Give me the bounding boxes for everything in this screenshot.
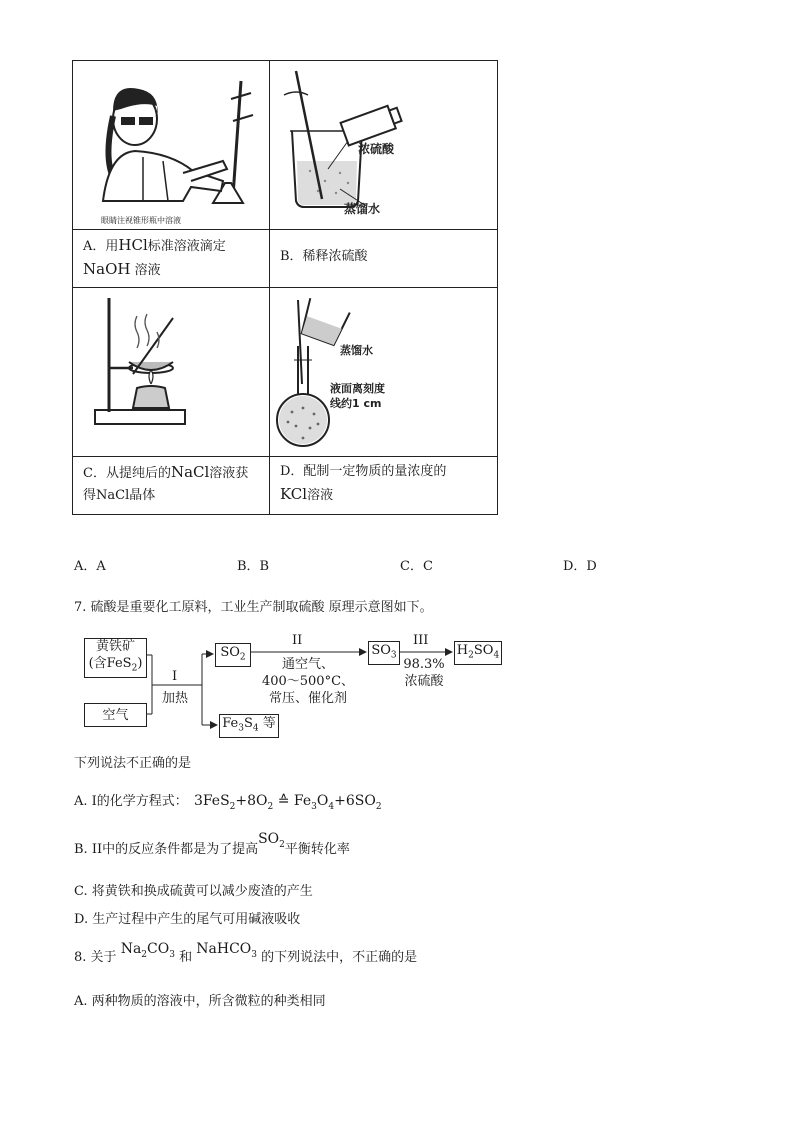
q6-option-a[interactable]: A．A: [74, 559, 106, 574]
b-label-acid: 浓硫酸: [358, 142, 395, 156]
so2-box: $SO_2$: [215, 643, 251, 667]
caption-b: B．稀释浓硫酸: [270, 230, 498, 288]
q7-option-c[interactable]: C. 将黄铁和换成硫黄可以减少废渣的产生: [74, 884, 313, 899]
so3-box: $SO_3$: [368, 641, 400, 665]
step-3-label: III: [413, 633, 429, 648]
step-1-label: I: [172, 669, 178, 684]
q7-option-a[interactable]: A. I的化学方程式： $3FeS_2+8O_2$ ≙ $Fe_3O_4+6SO_2$: [74, 793, 382, 812]
q8-chem-1: $Na_2CO_3$: [120, 941, 175, 960]
q8-stem: 8. 关于 $Na_2CO_3$ 和 NaHCO$_3$ 的下列说法中，不正确的是: [74, 941, 418, 965]
caption-a: A．用HCl标准溶液滴定 NaOH 溶液: [73, 230, 270, 288]
caption-d: D．配制一定物质的量浓度的 KCl溶液: [270, 457, 498, 515]
q6-option-d[interactable]: D．D: [563, 559, 597, 574]
caption-c: C．从提纯后的NaCl溶液获 得NaCl晶体: [73, 457, 270, 515]
q6-option-b[interactable]: B．B: [237, 559, 270, 574]
step-2-label: II: [292, 633, 303, 648]
q7-option-a-equation: $3FeS_2+8O_2$ ≙ $Fe_3O_4+6SO_2$: [193, 793, 382, 812]
q8-option-a[interactable]: A. 两种物质的溶液中，所含微粒的种类相同: [74, 994, 326, 1009]
b-label-water: 蒸馏水: [344, 202, 381, 216]
q8-chem-2: NaHCO$_3$: [196, 941, 257, 960]
q6-option-c[interactable]: C．C: [400, 559, 433, 574]
heat-label: 加热: [162, 691, 189, 706]
d-label-mark1: 液面离刻度: [330, 382, 385, 395]
d-label-mark2: 线约1 cm: [330, 397, 382, 410]
q7-stem: 7. 硫酸是重要化工原料，工业生产制取硫酸 原理示意图如下。: [74, 600, 433, 615]
step-3-conditions: 98.3% 浓硫酸: [403, 657, 445, 689]
pyrite-box: 黄铁矿 (含FeS$_2$): [84, 638, 147, 678]
q7-question: 下列说法不正确的是: [74, 756, 192, 771]
q7-option-d[interactable]: D. 生产过程中产生的尾气可用碱液吸收: [74, 912, 301, 927]
fe3s4-box: $Fe_3S_4$ 等: [219, 714, 279, 738]
d-label-water: 蒸馏水: [340, 344, 373, 357]
a-image-caption: 眼睛注视锥形瓶中溶液: [101, 216, 181, 225]
q7-option-b-chem: $SO_2$: [258, 831, 285, 850]
step-2-conditions: 通空气、 400～500°C、 常压、催化剂: [261, 657, 355, 706]
air-box: 空气: [84, 703, 147, 727]
h2so4-box: $H_2SO_4$: [454, 641, 502, 665]
q7-option-b[interactable]: B. II中的反应条件都是为了提高$SO_2$平衡转化率: [74, 831, 350, 857]
